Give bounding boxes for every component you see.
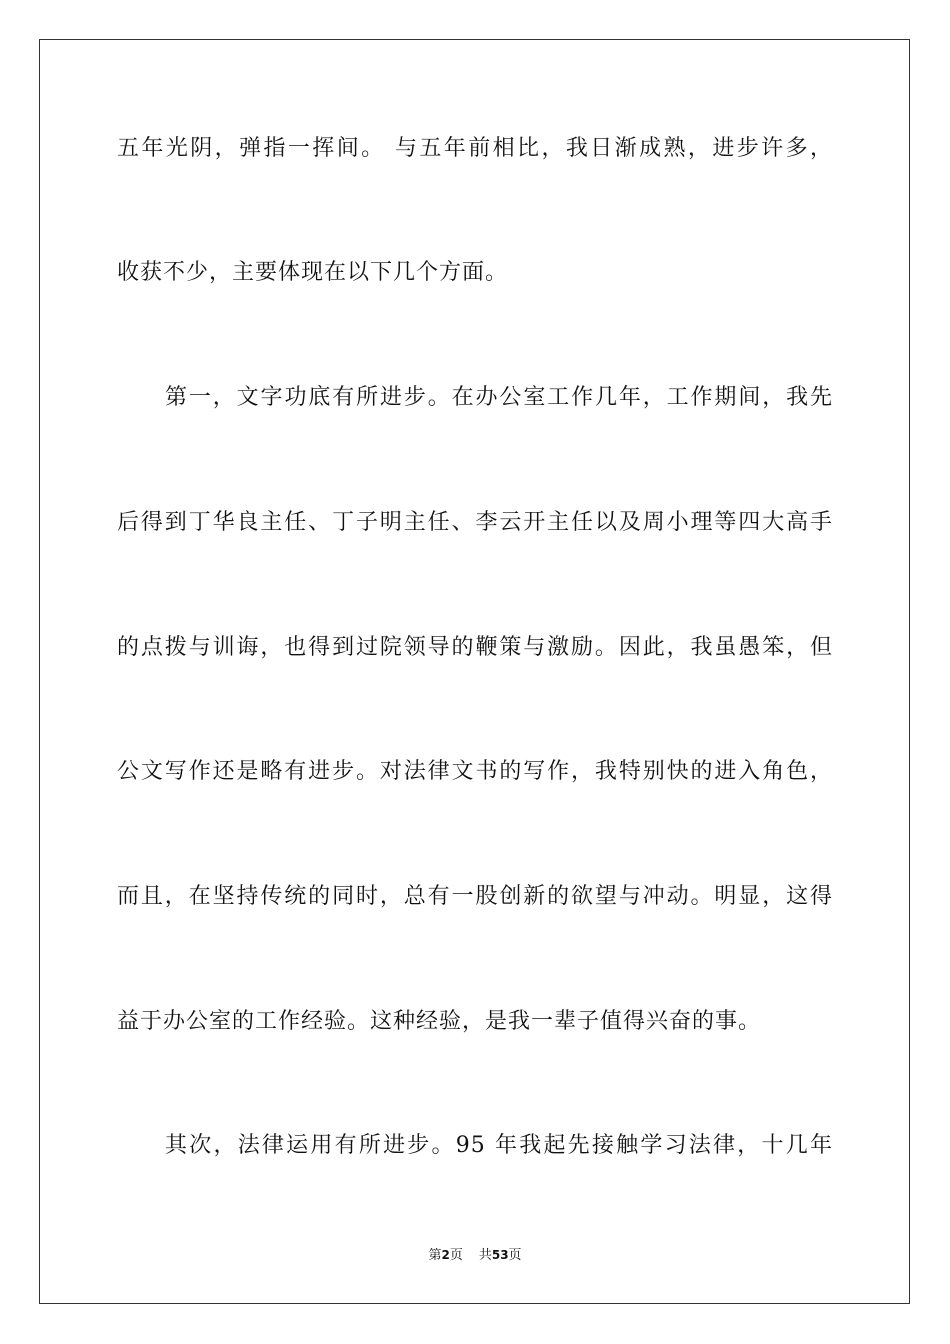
body-line-8: 益于办公室的工作经验。这种经验，是我一辈子值得兴奋的事。: [117, 1009, 762, 1034]
page-number: 2: [441, 1248, 450, 1262]
body-line-1: 五年光阴，弹指一挥间。 与五年前相比，我日渐成熟，进步许多，: [117, 136, 833, 161]
body-line-2: 收获不少，主要体现在以下几个方面。: [117, 260, 509, 285]
body-line-6: 公文写作还是略有进步。对法律文书的写作，我特别快的进入角色，: [117, 759, 833, 784]
total-label-prefix: 共: [478, 1248, 492, 1263]
body-line-5: 的点拨与训诲，也得到过院领导的鞭策与激励。因此，我虽愚笨，但: [117, 635, 833, 660]
total-pages: 53: [491, 1248, 509, 1262]
body-line-9: 其次，法律运用有所进步。95 年我起先接触学习法律，十几年: [165, 1133, 833, 1158]
page-footer: [0, 1246, 950, 1265]
body-line-7: 而且，在坚持传统的同时，总有一股创新的欲望与冲动。明显，这得: [117, 884, 833, 909]
page-border: [39, 39, 910, 1304]
body-line-4: 后得到丁华良主任、丁子明主任、李云开主任以及周小理等四大高手: [117, 510, 833, 535]
body-line-3: 第一，文字功底有所进步。在办公室工作几年，工作期间，我先: [165, 385, 833, 410]
page-label-suffix: 页: [449, 1248, 463, 1263]
page-label-prefix: 第: [428, 1248, 442, 1263]
total-label-suffix: 页: [508, 1248, 522, 1263]
